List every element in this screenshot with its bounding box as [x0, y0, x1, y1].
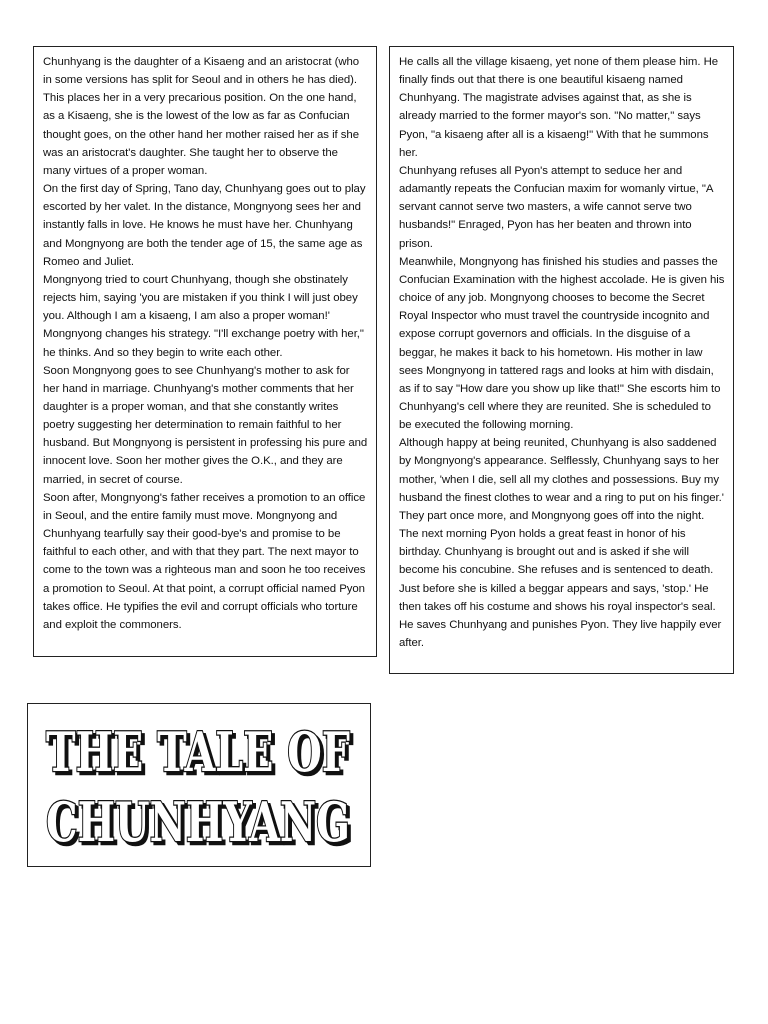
story-paragraph: He calls all the village kisaeng, yet none of them please him. He finally finds out that there is one beautiful kisaeng named Chunhyang. The magistrate advises against that, as she is already married to the former mayor's son. "No matter," says Pyon, "a kisaeng after all is a kisaeng!" With that he summons her. — [399, 56, 719, 159]
story-paragraph: Chunhyang refuses all Pyon's attempt to seduce her and adamantly repeats the Confucian maxim for womanly virtue, "A servant cannot serve two masters, a wife cannot serve two husbands!" Enraged, Pyon has her beaten and thrown into prison. — [399, 164, 713, 250]
story-paragraph: On the first day of Spring, Tano day, Chunhyang goes out to play escorted by her valet. In the distance, Mongnyong sees her and instantly falls in love. He knows he must have her. Chunhyang and Mongnyong are both the tender age of 15, the same age as Romeo and Juliet. — [43, 183, 366, 268]
story-paragraph: Soon after, Mongnyong's father receives a promotion to an office in Seoul, and the entire family must move. Mongnyong and Chunhyang tearfully say their good-bye's and promise to be faithful to each other, and with that they part. The next mayor to come to the town was a righteous man and soon he too receives a promotion to Seoul. At that point, a corrupt official named Pyon takes office. He typifies the evil and corrupt officials who torture and exploit the commoners. — [43, 491, 366, 631]
title-line2: CHUNHYANG — [46, 790, 350, 854]
title-line1: THE TALE OF — [46, 720, 350, 784]
title-banner — [27, 703, 371, 867]
story-paragraph: Mongnyong tried to court Chunhyang, though she obstinately rejects him, saying 'you are mistaken if you think I will just obey you. Although I am a kisaeng, I am also a proper woman!' Mongnyong changes his strategy. "I'll exchange poetry with her," he thinks. And so they begin to write each other. — [43, 273, 364, 359]
story-column-left — [33, 46, 377, 657]
title-line1-shadow: THE TALE OF — [49, 723, 353, 787]
story-column-right — [389, 46, 734, 674]
title-art — [28, 704, 370, 866]
story-paragraph: Meanwhile, Mongnyong has finished his studies and passes the Confucian Examination with the highest accolade. He is given his choice of any job. Mongnyong chooses to become the Secret Royal Inspector who must travel the countryside incognito and expose corrupt governors and officials. In the disguise of a beggar, he makes it back to his hometown. His mother in law sees Mongnyong in tattered rags and looks at him with disdain, as if to say "How dare you show up like that!" She escorts him to Chunhyang's cell where they are reunited. She is scheduled to be executed the following morning. — [399, 255, 725, 432]
story-paragraph: The next morning Pyon holds a great feast in honor of his birthday. Chunhyang is brought out and is asked if she will become his concubine. She refuses and is sentenced to death. Just before she is killed a beggar appears and says, 'stop.' He then takes off his costume and shows his royal inspector's seal. He saves Chunhyang and punishes Pyon. They live happily ever after. — [399, 528, 722, 649]
title-line2-shadow: CHUNHYANG — [49, 793, 353, 857]
story-paragraph: Although happy at being reunited, Chunhyang is also saddened by Mongnyong's appearance. Selflessly, Chunhyang says to her mother, 'when I die, sell all my clothes and possessions. Buy my husband the finest clothes to wear and a ring to put on his finger.' They part once more, and Mongnyong goes off into the night. — [399, 437, 724, 522]
story-paragraph: Soon Mongnyong goes to see Chunhyang's mother to ask for her hand in marriage. Chunhyang's mother comments that her daughter is a proper woman, and that she constantly writes poetry suggesting her determination to remain faithful to her husband. But Mongnyong is persistent in professing his pure and innocent love. Soon her mother gives the O.K., and they are married, in secret of course. — [43, 364, 368, 486]
story-paragraph: Chunhyang is the daughter of a Kisaeng and an aristocrat (who in some versions has split for Seoul and in others he has died). This places her in a very precarious position. On the one hand, as a Kisaeng, she is the lowest of the low as far as Confucian thought goes, on the other hand her mother raised her as if she was an aristocrat's daughter. She taught her to observe the many virtues of a proper woman. — [43, 56, 360, 177]
